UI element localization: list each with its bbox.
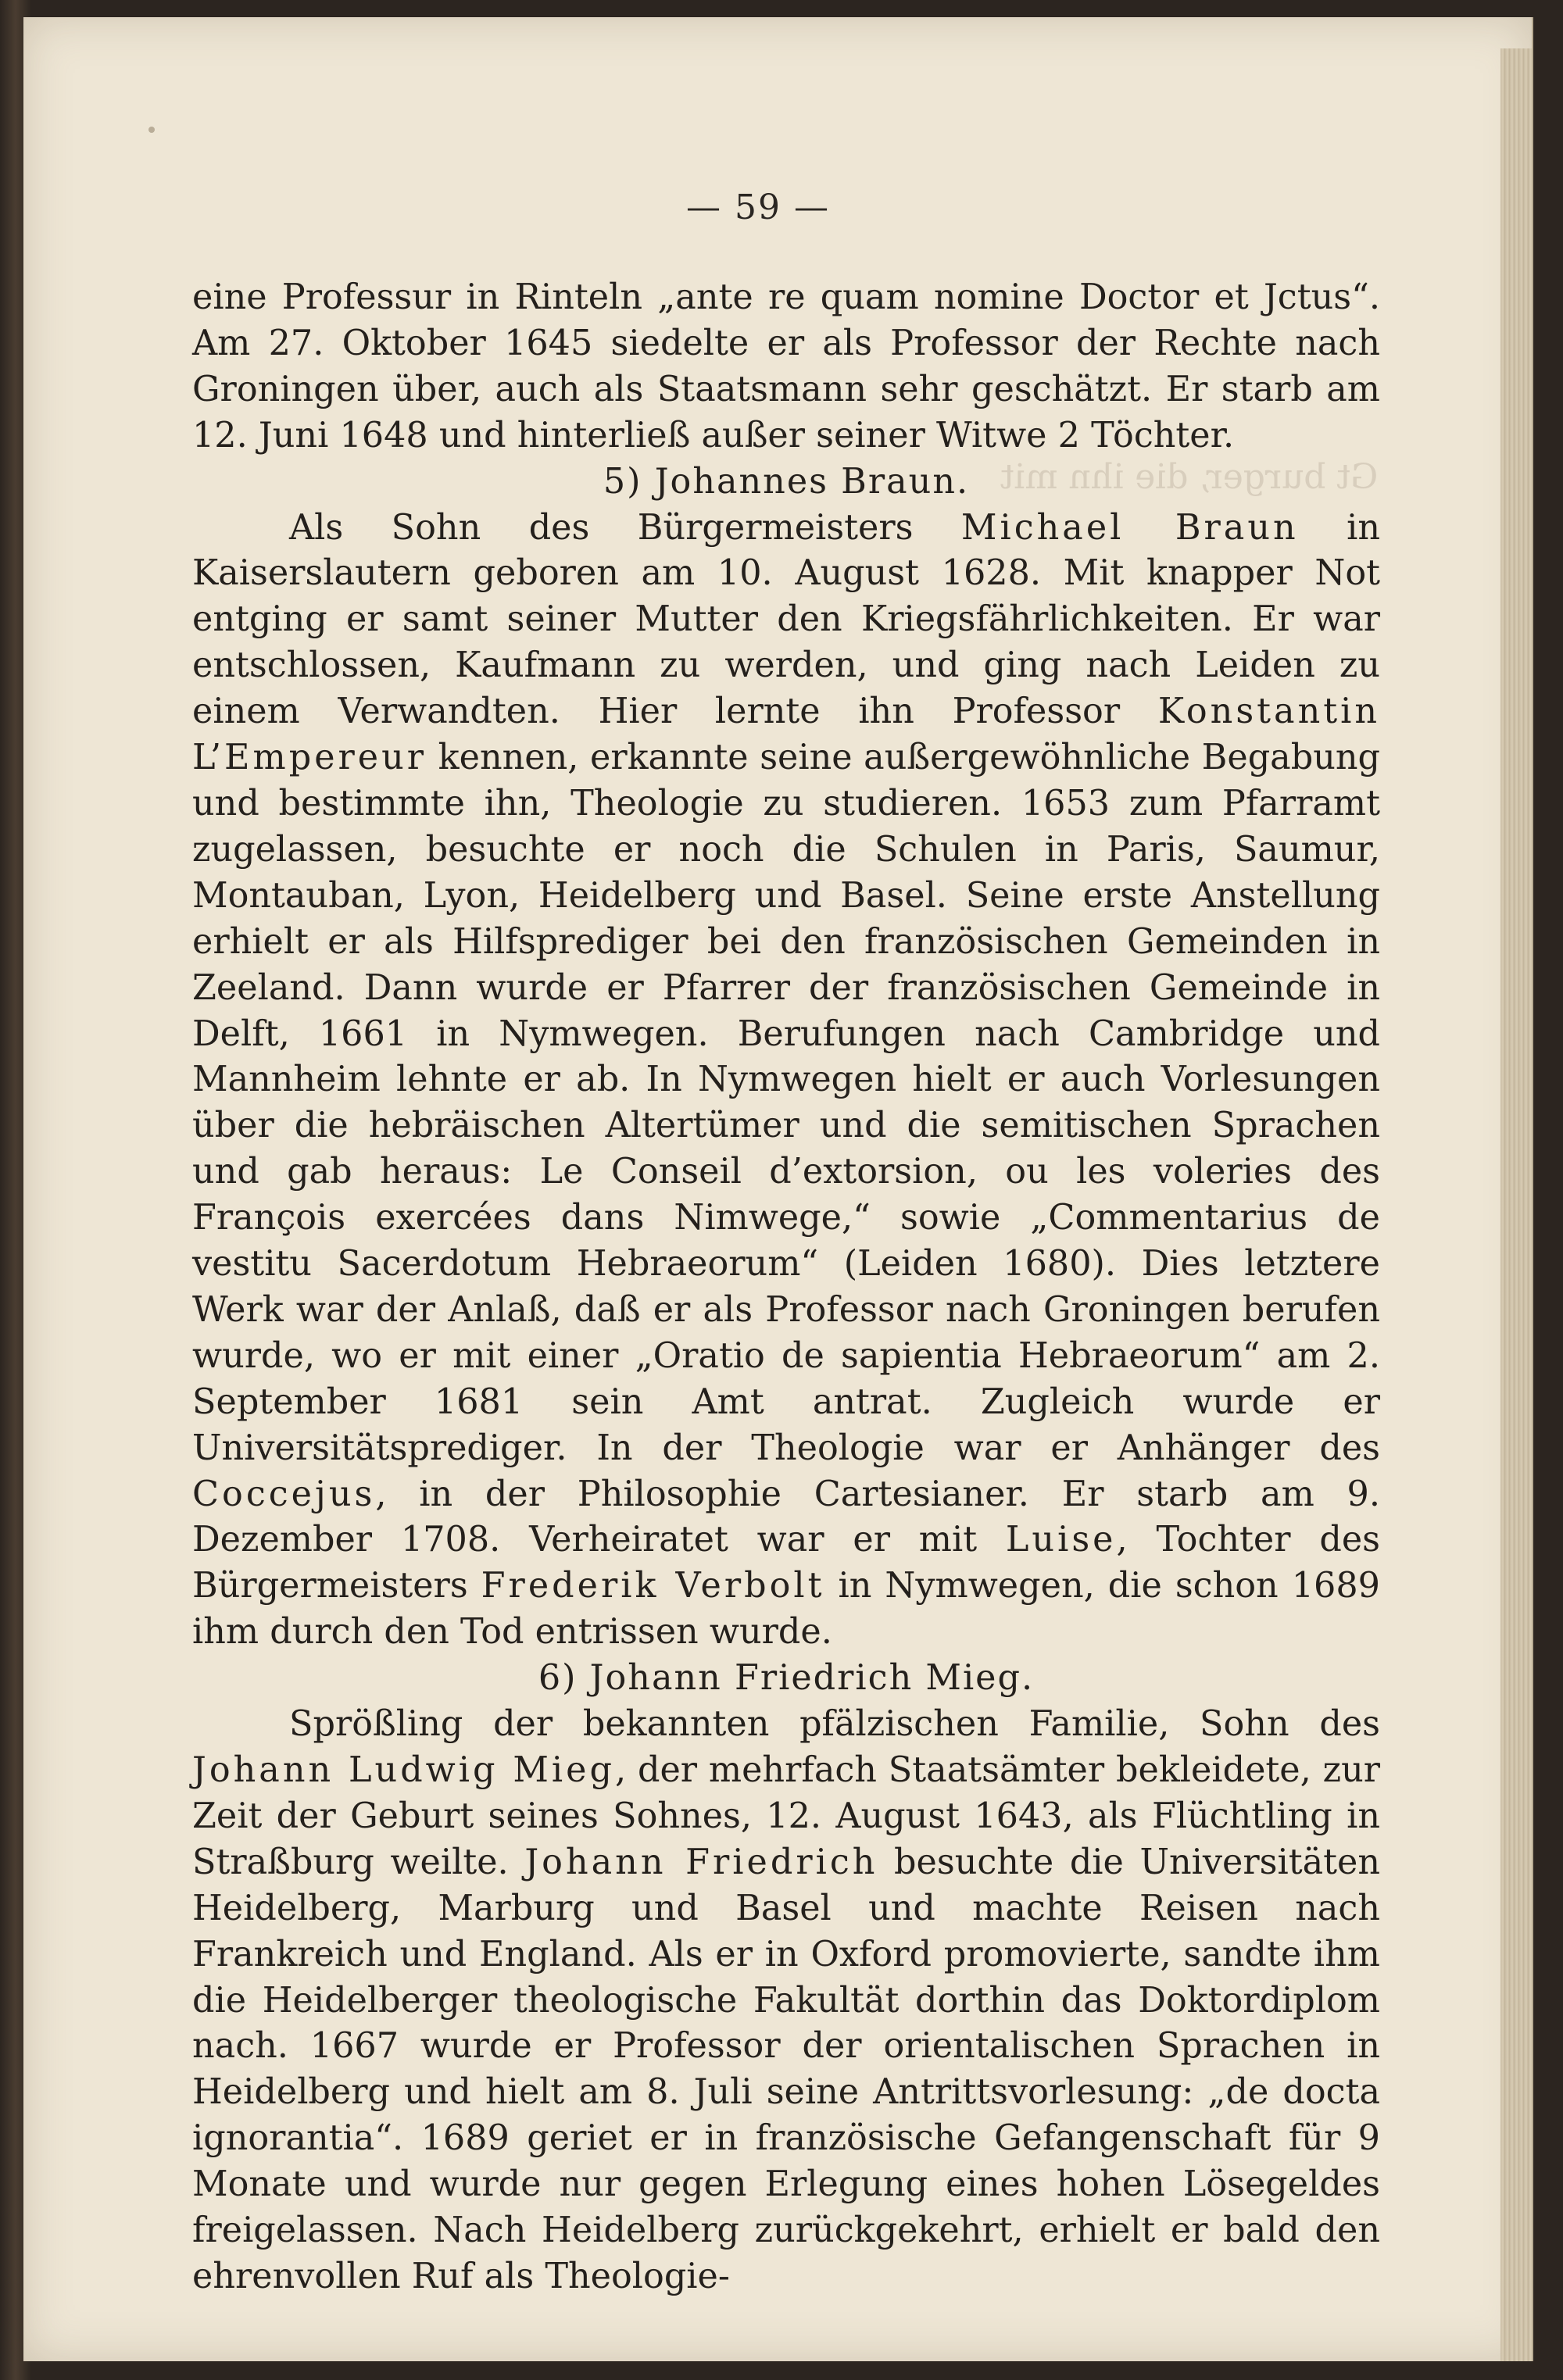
spaced-name: Frederik Verbolt (481, 1566, 825, 1606)
spaced-name: Michael Braun (960, 507, 1299, 548)
text-run: Sprößling der bekannten pfälzischen Familie, Sohn des (289, 1704, 1380, 1745)
text-run: in Kaiserslautern geboren am 10. August 1628. Mit knapper Not entging er samt seiner Mutter den Kriegsfährlichkeiten. Er war entschlossen, Kaufmann zu werden, und ging nach Leiden zu einem Verwandten. Hier lernte ihn Professor (192, 507, 1380, 732)
text-run: besuchte die Universitäten Heidelberg, Marburg und Basel und machte Reisen nach Frankreich und England. Als er in Oxford promovierte, sandte ihm die Heidelberger theologische Fakultät dorthin das Doktordiplom nach. 1667 wurde er Professor der orientalischen Sprachen in Heidelberg und hielt am 8. Juli seine Antrittsvorlesung: „de docta ignorantia“. 1689 geriet er in französische Gefangenschaft für 9 Monate und wurde nur gegen Erlegung eines hohen Lösegeldes freigelassen. Nach Heidelberg zurückgekehrt, erhielt er bald den ehrenvollen Ruf als Theologie- (192, 1842, 1381, 2296)
spaced-name: Luise (1005, 1520, 1117, 1560)
paragraph (192, 506, 1380, 1656)
book-page (23, 17, 1533, 2361)
spaced-name: Johann Friedrich (524, 1842, 878, 1882)
section-heading: 5) Johannes Braun. (603, 461, 970, 502)
text-run: kennen, erkannte seine außergewöhnliche Begabung und bestimmte ihn, Theologie zu studieren. 1653 zum Pfarramt zugelassen, besuchte er noch die Schulen in Paris, Saumur, Montauban, Lyon, Heidelberg und Basel. Seine erste Anstellung erhielt er als Hilfsprediger bei den französischen Gemeinden in Zeeland. Dann wurde er Pfarrer der französischen Gemeinde in Delft, 1661 in Nymwegen. Berufungen nach Cambridge und Mannheim lehnte er ab. In Nymwegen hielt er auch Vorlesungen über die hebräischen Altertümer und die semitischen Sprachen und gab heraus: Le Conseil d’extorsion, ou les voleries des François exercées dans Nimwege,“ sowie „Commentarius de vestitu Sacerdotum Hebraeorum“ (Leiden 1680). Dies letztere Werk war der Anlaß, daß er als Professor nach Groningen berufen wurde, wo er mit einer „Oratio de sapientia Hebraeorum“ am 2. September 1681 sein Amt antrat. Zugleich wurde er Universitätsprediger. In der Theologie war er Anhänger des (192, 738, 1380, 1468)
paragraph (192, 1702, 1380, 2300)
spaced-name: Konstantin L’Empereur (192, 691, 1380, 778)
section-heading: 6) Johann Friedrich Mieg. (538, 1658, 1035, 1699)
text-run: Als Sohn des Bürgermeisters (289, 507, 961, 548)
text-run: , der mehrfach Staatsämter bekleidete, zur Zeit der Geburt seines Sohnes, 12. August 1643, als Flüchtling in Straßburg weilte. (192, 1750, 1380, 1882)
text-run: , Tochter des Bürgermeisters (192, 1520, 1380, 1606)
page-blemish (148, 127, 155, 133)
body-text (192, 275, 1380, 2300)
spaced-name: Coccejus (192, 1474, 376, 1514)
bleed-through-text: Gt burger, die ihn mit (1000, 457, 1379, 497)
page-number: — 59 — (686, 188, 830, 227)
text-run: in Nymwegen, die schon 1689 ihm durch den Tod entrissen wurde. (192, 1566, 1380, 1653)
spaced-name: Johann Ludwig Mieg (192, 1750, 615, 1790)
page-edge (1500, 48, 1532, 2361)
text-run: , in der Philosophie Cartesianer. Er starb am 9. Dezember 1708. Verheiratet war er mit (192, 1474, 1380, 1560)
paragraph: eine Professur in Rinteln „ante re quam nomine Doctor et Jctus“. Am 27. Oktober 1645 siedelte er als Professor der Rechte nach Groningen über, auch als Staatsmann sehr geschätzt. Er starb am 12. Juni 1648 und hinterließ außer seiner Witwe 2 Töchter. (192, 277, 1380, 456)
